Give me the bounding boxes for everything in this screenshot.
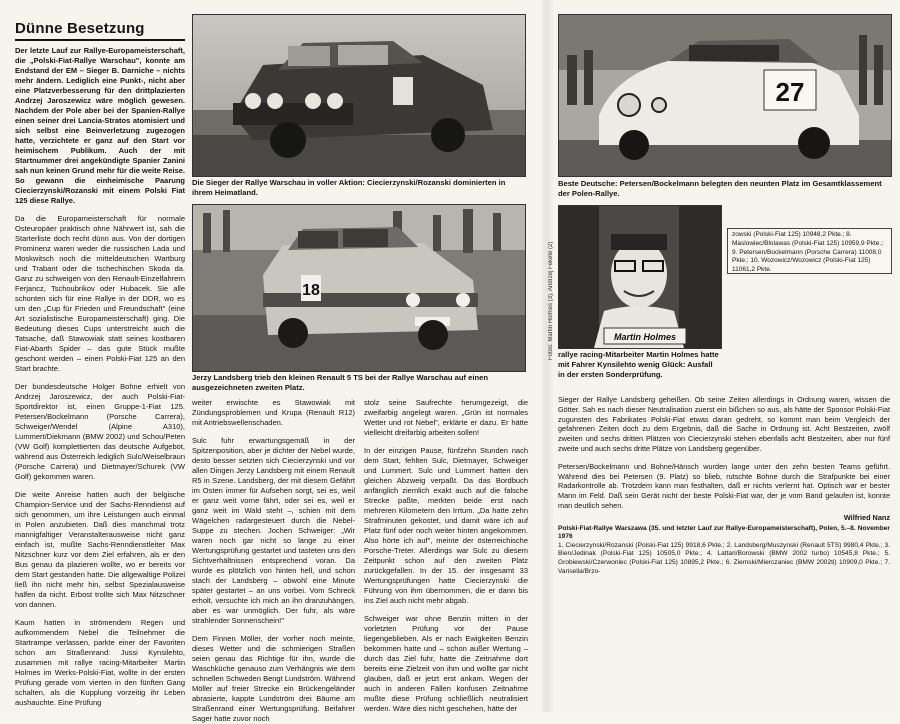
fiat-car-image	[193, 15, 525, 176]
photo-porsche	[558, 14, 892, 177]
renault-car-image	[193, 205, 525, 371]
article-intro: Der letzte Lauf zur Rallye-Europameisterschaft, die „Polski-Fiat-Rallye Warschau", konnte am Endstand der EM – Sieger B. Darniche – nichts mehr ändern. Lediglich eine Punkt-, nicht aber eine Platzverbesserung für den drittplazierten Andrzej Jaroszewicz wäre möglich gewesen. Nachdem der Pole aber bei der Spanien-Rallye einen seiner drei Lancia-Stratos atomisiert und sich selbst eine Beinverletzung zugezogen hatte, verzichtete er ganz auf den Start vor heimischem Publikum. Auch der mit Startnummer drei angekündigte Spanier Zanini sah nun keinen Grund mehr für die weite Reise. So gewann die einheimische Paarung Ciecierzynski/Rozanski mit einem Polski Fiat 125 diese Rallye.	[15, 46, 185, 205]
article-paragraph: Kaum hatten in strömendem Regen und aufkommendem Nebel die Teilnehmer die Startrampe verlassen, parkte einer der Favoriten schon am Straßenrand: Jussi Kynsilehto, zusammen mit rallye racing-Mitarbeiter Martin Holmes im Werks-Polski-Fiat, wollte in der ersten Prüfung gerade vom vierten in den fünften Gang schalten, als die Kupplung vorzeitig ihr Leben aushauchte. Eine Prüfung	[15, 618, 185, 707]
article-paragraph: Die weite Anreise hatten auch der belgische Champion-Service und der Sachs-Renndienst auf sich genommen, um ihre Leistungen auch einmal in Polen anzubieten. Daß dies manchmal trotz mannigfaltiger Veranstalterausweise nicht ganz einfach ist, mußte Sachs-Renndienstleiter Max Nitzschner kurz vor dem Ziel erfahren, als er den Bus genau da plazieren wollte, wo er bereits vor dem Start gestanden hatte. Die allgewaltige Polizei ließ ihn nicht mehr hin, selbst Spezialausweise halfen da nicht. Erbost trollte sich Max Nitzschner von dannen.	[15, 490, 185, 609]
photo-renault5	[192, 204, 526, 372]
article-paragraph: In der einzigen Pause, fünfzehn Stunden nach dem Start, fehlten Sulc, Dietmayer, Schweiger und Lummert. Sulc und Lummert hatten den gleichen Abzweig verpaßt. Da das Bordbuch anfänglich ziemlich exakt auch auf die falsche Strecke paßte, merkten beide erst nach mehreren Kilometern den Irrtum. „Da hatte zehn Strafminuten gekostet, und damit wäre ich auf Platz fünf oder noch weiter hinten angekommen. Also hörte ich auf", meinte der österreichische Porsche-Treter. Allerdings war Sulc zu diesem Zeitpunkt schon auf den zweiten Platz zurückgefallen. In der 15. der insgesamt 33 Wertungsprüfungen hatte Ciecierzynski die Führung von ihm übernommen, die er dann bis ins Ziel auch nicht mehr abgab.	[364, 446, 528, 605]
article-paragraph: Schweiger war ohne Benzin mitten in der vorletzten Prüfung vor der Pause liegengeblieben. Als er nach Ewigkeiten Benzin bekommen hatte und – schon außer Wertung – durch das Ziel fuhr, hatte die Zeitnahme dort bereits eine Zielzeit von ihm und wollte gar nicht glauben, daß er jetzt erst ankam. Wegen der auch in anderen Fällen konfusen Zeitnahme mußte diese Prüfung schließlich neutralisiert werden. Wäre dies nicht geschehen, hätte der	[364, 614, 528, 713]
headline: Dünne Besetzung	[15, 20, 145, 37]
photo-caption: rallye racing-Mitarbeiter Martin Holmes hatte mit Fahrer Kynsilehto wenig Glück: Ausfall in der ersten Sonderprüfung.	[558, 350, 719, 379]
article-paragraph: weiter erwischte es Stawowiak mit Zündungsproblemen und Krupa (Renault R12) mit Antriebswellenschaden.	[192, 398, 355, 427]
article-column-2	[192, 398, 355, 723]
author-signature: Wilfried Nanz	[843, 512, 890, 522]
name-plate-text: Martin Holmes	[613, 332, 677, 342]
car-number-18: 18	[302, 282, 320, 299]
photo-martin-holmes	[558, 205, 722, 349]
article-paragraph: Der bundesdeutsche Holger Bohne erhielt von Andrzej Jaroszewicz, der auch Polski-Fiat-Sportdirektor ist, einen Gruppe-1-Fiat 125. Petersen/Bockelmann (Porsche Carrera), Schweiger/Wendel (Alpine A310), Lummert/Diekmann (BMW 2002) und Schou/Peten (VW Golf) komplettierten das deutsche Aufgebot, während aus Österreich lediglich Sulc/Weiselbraun (Porsche Carrera) und Dietmayer/Schurek (VW Golf) gekommen waren.	[15, 382, 185, 481]
photo-credit: Fotos: Martin Holmes (3), Andrzej Fekete (2)	[548, 241, 554, 360]
results-continuation: zowski (Polski-Fiat 125) 10948,2 Pkte.; 8. Maslowiec/Blolawas (Polski-Fiat 125) 10959,9 Pkte.; 9. Petersen/Bockelmann (Porsche Carrera) 11008,0 Pkte.; 10. Wozowicz/Wozowicz (Polski-Fiat 125) 11061,2 Pkte.	[727, 228, 892, 274]
results-list: 1. Ciecierzynski/Rozanski (Polski-Fiat 125) 9918,6 Pkte.; 2. Landsberg/Muszynski (Renault 5TS) 9980,4 Pkte.; 3. Bien/Jedinak (Polski-Fiat 125) 10505,0 Pkte.; 4. Lattari/Borowski (BMW 2002 turbo) 10545,8 Pkte.; 5. Grobiewski/Czerwonlec (Polski-Fiat 125) 10895,2 Pkte.; 6. Ziemski/Mierczaniec (BMW 2002ti) 10909,0 Pkte.; 7. Varisella/Brzo-	[558, 541, 890, 575]
car-number-27: 27	[775, 77, 805, 107]
porsche-car-image	[559, 15, 891, 176]
portrait-image	[559, 206, 721, 348]
article-column-4	[558, 395, 890, 708]
article-paragraph: stolz seine Saufrechte herumgezeigt, die zweifarbig angelegt waren. „Grün ist normales Wetter und rot Nebel", erklärte er dazu. Er hätte vielleicht dreifarbig arbeiten sollen!	[364, 398, 528, 437]
article-paragraph: Petersen/Bockelmann und Bohne/Hänsch wurden lange unter den zehn besten Teams geführt. Während dies bei Petersen (9. Platz) so blieb, rutschte Bohne durch die Strafpunkte bei einer Radarkontrolle ab. Trotzdem kann man festhalten, daß er nichts verlernt hat. Optisch war er bester Mann im Feld. Daß sein Gerät nicht der beste Polski-Fiat war, der je vom Band gelaufen ist, konnte man deutlich sehen.	[558, 461, 890, 510]
article-paragraph: Da die Europameisterschaft für normale Osteuropäer praktisch ohne Nährwert ist, sah die Starterliste doch recht dünn aus. Von der dortigen Prominenz waren weder die russischen Lada und Moskwitsch noch die mitteldeutschen Wartburg und Trabant oder die tschechischen Skoda da. Ganz zu schweigen von den Renault-Einzelfahrern Ferjancz, Tschoubrikov oder Hubacek. Sie alle schonten sich für eine Rallye in der DDR, wo es um den „Cup für Frieden und Freundschaft" (eine Art sozialistische Europameisterschaft) ging. Die Bedeutung dieses Cups unterstreicht auch die Tatsache, daß Stawowiak statt seines kostbaren Fiat-Abarth Spider – das gute Stück mußte geschont werden – einen Polski-Fiat 125 an den Start brachte.	[15, 214, 185, 373]
article-paragraph: Sulc fuhr erwartungsgemäß in der Spitzenposition, aber je dichter der Nebel wurde, desto besser setzten sich Ciecierzynski und vor allen Dingen Jerzy Landsberg mit einem Renault R5 in Szene. Landsberg, der mit diesem Gefährt im Osten immer für Aufsehen sorgt, sei es, weil er ganz weit vorne fährt, oder sei es, weil er ganz weit im Wald steht –, schien mit dem Wägelchen radargesteuert durch die Nebel-Suppe zu stechen. Jochen Schweiger: „Wir waren noch gar nicht so lange zu einer Wertungsprüfung gestartet und tasteten uns den Sichtverhältnissen entsprechend voran. Da wurde es plötzlich von hinten hell, und schon stach der Landsberg – obwohl eine Minute später gestartet – an uns vorbei. Vom Schreck erholt, versuchte ich mich an ihn dranzuhängen, aber es war unmöglich. Der fuhr, als wäre strahlender Sonnenschein!"	[192, 436, 355, 625]
photo-caption: Die Sieger der Rallye Warschau in voller Aktion: Ciecierzynski/Rozanski dominierten in ihrem Heimatland.	[192, 178, 506, 197]
article-column-1	[15, 46, 185, 706]
photo-caption: Beste Deutsche: Petersen/Bockelmann belegten den neunten Platz im Gesamtklassement der Polen-Rallye.	[558, 179, 882, 198]
article-column-3	[364, 398, 528, 713]
article-paragraph: Dem Finnen Möller, der vorher noch meinte, dieses Wetter und die schmierigen Straßen seien genau das Richtige für ihn, wurde die Waschküche genauso zum Verhängnis wie dem schnellen Schweden Bengt Lundström. Während Möller auf freier Strecke ein Brückengeländer abrasierte, kappte Lundström drei Bäume am Straßenrand einer Wertungsprüfung. Beifahrer Sager hatte zuvor noch	[192, 634, 355, 723]
headline-rule	[15, 39, 185, 41]
results-heading: Polski-Fiat-Rallye Warszawa (35. und letzter Lauf zur Rallye-Europameisterschaft), Polen, 5.–8. November 1976	[558, 524, 890, 541]
photo-caption: Jerzy Landsberg trieb den kleinen Renault 5 TS bei der Rallye Warschau auf einen ausgezeichneten zweiten Platz.	[192, 373, 488, 392]
photo-winners-fiat	[192, 14, 526, 177]
article-paragraph: Sieger der Rallye Landsberg geheißen. Ob seine Zeiten allerdings in Ordnung waren, wissen die Götter. Sah es nach dieser Neutralisation zuerst ein bißchen so aus, als hätte der Sponsor Polski-Fiat zugunsten des Fabrikates Polski-Fiat etwas daran gedreht, so kommt man beim Vergleich der gefahrenen Zeiten doch zu dem Ergebnis, daß die Sache in Ordnung ist. Acht Bestzeiten, zwölf zweiten und sechs dritten Plätzen von Ciecierzynski stehen ebenfalls acht Bestzeiten, aber nur fünf zweite und auch sechs dritte Plätze von Landsberg gegenüber.	[558, 395, 890, 453]
